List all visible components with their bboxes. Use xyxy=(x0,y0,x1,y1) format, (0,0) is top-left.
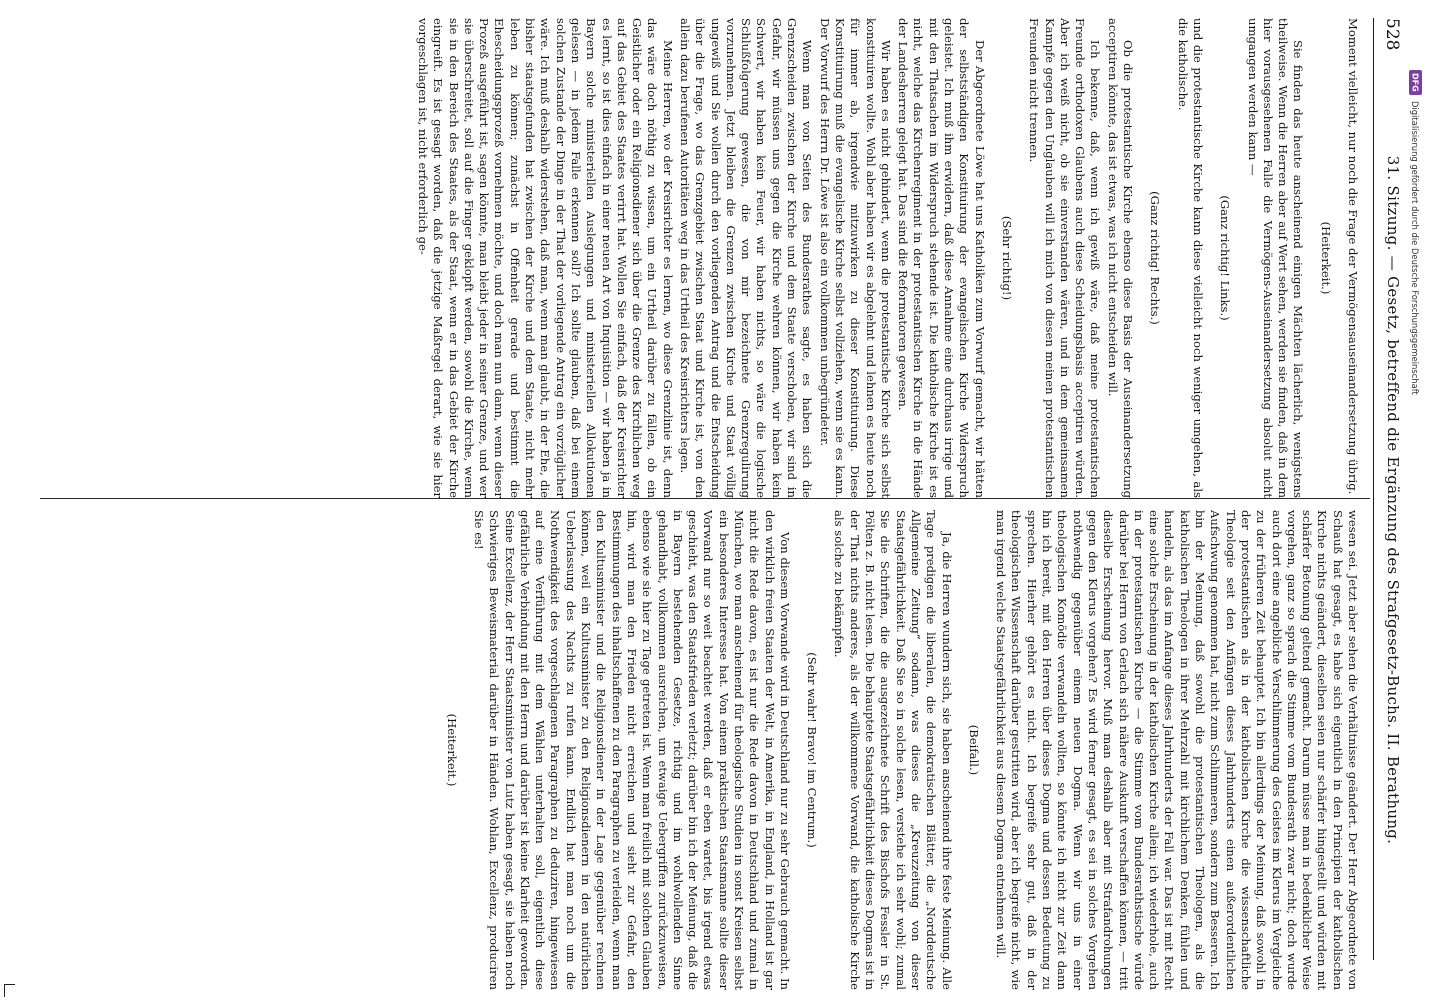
right-column xyxy=(40,510,1360,990)
left-paragraph: Der Abgeordnete Löwe hat uns Katholiken zum Vorwurf gemacht, wir hätten der selbstständigen Konstituirung der evangelischen Kirche Widerspruch geleistet. Ich muß ihm erwidern, daß diese Annahme eine durchaus irrige und mit den Thatsachen im Widerspruch stehende ist. Die katholische Kirche ist es nicht, welche das Kirchenregiment in der protestantischen Kirche in die Hände der Landesherren gelegt hat. Das sind die Reformatoren gewesen. xyxy=(896,18,987,498)
left-paragraph: Wir haben es nicht gehindert, wenn die protestantische Kirche sich selbst konstituiren wollte. Wohl aber haben wir es abgelehnt und lehnen es heute noch für immer ab, irgendwie mitzuwirken zu dieser Konstituirung. Diese Konstituirung muß die evangelische Kirche selbst vollziehen, wenn sie es kann. Der Vorwurf des Herrn Dr. Löwe ist also ein vollkommen unbegründeter. xyxy=(817,18,893,498)
left-paragraph: Wenn man von Seiten des Bundesrathes sagte, es haben sich die Grenzscheiden zwischen der Kirche und dem Staate verschoben, wir sind in Gefahr, wir müssen uns gegen die Kirche wehren können, wir haben kein Schwert, wir haben kein Feuer, wir haben nichts, so wäre die logische Schlußfolgerung gewesen, die von mir bezeichnete Grenzregulirung vorzunehmen. Jetzt bleiben die Grenzen zwischen Kirche und Staat völlig ungewiß und Sie wollen durch den vorliegenden Antrag und die Entscheidung über die Frage, wo das Grenzgebiet zwischen Staat und Kirche ist, von den allein dazu berufenen Autoritäten weg in das Urtheil des Kreisrichters legen. xyxy=(678,18,815,498)
left-column xyxy=(40,18,1360,498)
left-interjection: (Ganz richtig! Links.) xyxy=(1218,195,1233,321)
running-title: 31. Sitzung. — Gesetz, betreffend die Ergänzung des Strafgesetz-Buchs. II. Berathung. xyxy=(1384,155,1402,845)
digitization-credit xyxy=(1402,70,1428,930)
left-paragraph: Ich bekenne, daß, wenn ich gewiß wäre, daß meine protestantischen Freunde orthodoxen Glaubens auch diese Scheidungsbasis acceptiren würden. Aber ich weiß nicht, ob sie einverstanden wären, und in dem gemeinsamen Kampfe gegen den Unglauben will ich mich von diesen meinen protestantischen Freunden nicht trennen. xyxy=(1027,18,1103,498)
left-interjection: (Heiterkeit.) xyxy=(1318,221,1333,295)
left-paragraph: und die protestantische Kirche kann diese vielleicht noch weniger umgehen, als die katholische. xyxy=(1175,18,1205,498)
right-interjection: (Heiterkeit.) xyxy=(444,713,459,787)
right-paragraph: Ja, die Herren wundern sich, sie haben anscheinend ihre feste Meinung. Alle Tage predigen die liberalen, die demokratischen Blätter, die „Norddeutsche Allgemeine Zeitung“ sodann, was dieses die „Kreuzzeitung von dieser Staatsgefährlichkeit. Daß Sie so in solche lesen, verstehe ich sehr wohl; zumal Sie die Schriften, die die ausgezeichnete Schrift des Bischofs Fessler in St. Pölten z. B. nicht lesen. Die behauptete Staatsgefährlichkeit dieses Dogmas ist in der That nichts anderes, als der willkommene Vorwand, die katholische Kirche als solche zu bekämpfen. xyxy=(832,510,954,990)
left-paragraph: Sie finden das heute anscheinend einigen Mächten lächerlich, wenigstens theilweise. Wenn die Herren aber auf Wert sehen, werden sie finden, daß in dem hier vorausgesehenen Falle die Vermögens-Auseinandersetzung absolut nicht umgangen werden kann — xyxy=(1245,18,1306,498)
column-divider xyxy=(40,498,1370,499)
right-paragraph: wesen sei. Jetzt aber sehen die Verhältnisse geändert. Der Herr Abgeordnete von Schauß hat gesagt, es habe sich eigentlich in den Principien der katholischen Kirche nichts geändert, dieselben seien nur schärfer hingestellt und würden mit schärfer Betonung geltend gemacht. Darum müsse man in bedenklicher Weise vorgehen, ganz so sprach die Stimme vom Bundesrath zwar nicht; doch wurde auch dort eine angebliche Verschlimmerung des Geistes im Klerus im Vergleiche zu der früheren Zeit behauptet. Ich bin allerdings der Meinung, daß sowohl in der protestantischen als in der katholischen Kirche die wissenschaftliche Theologie seit den Anfängen dieses Jahrhunderts einen außerordentlichen Aufschwung genommen hat, nicht zum Schlimmeren, sondern zum Besseren. Ich bin der Meinung, daß sowohl die protestantischen Theologen, als die katholischen Theologen in ihrer Mehrzahl mit kirchlichem Denken, fühlen und handeln, als das im Anfange dieses Jahrhunderts der Fall war. Das ist mit Recht eine solche Erscheinung in der katholischen Kirche allein; ich wiederhole, auch in der protestantischen Kirche — die Stimme vom Bundesrathstische würde darüber bei Herrn von Gerlach sich nähere Auskunft verschaffen können, — tritt dieselbe Erscheinung hervor. Muß man deshalb aber mit Strafandrohungen gegen den Klerus vorgehen? Es wird ferner gesagt, es sei in solches Vorgehen nothwendig gegenüber einem neuen Dogma. Wenn wir uns in einer theologischen Komödie verwandeln wollten, so könnte ich nicht zur Zeit dann hin ich bereit, mit den Herren über dieses Dogma und dessen Bedeutung zu sprechen. Hierher gehört es nicht. Ich begreife sehr gut, daß in der theologischen Wissenschaft darüber gestritten wird, aber ich begreife nicht, wie man irgend welche Staatsgefährlichkeit aus diesem Dogma entnehmen will. xyxy=(994,510,1360,990)
page-number: 528 xyxy=(1382,18,1402,51)
left-interjection: (Sehr richtig!) xyxy=(999,215,1014,301)
header-rule xyxy=(1373,18,1374,960)
credit-text: Digitalisierung gefördert durch die Deutsche Forschungsgemeinschaft xyxy=(1410,100,1420,395)
left-paragraph: Ob die protestantische Kirche ebenso diese Basis der Auseinandersetzung acceptiren könnte, das ist etwas, was ich nicht entscheiden will. xyxy=(1105,18,1136,498)
right-interjection: (Beifall.) xyxy=(966,724,981,776)
dfg-logo: DFG xyxy=(1409,70,1422,95)
right-interjection: (Sehr wahr! Bravo! im Centrum.) xyxy=(805,652,820,848)
left-interjection: (Ganz richtig! Rechts.) xyxy=(1148,191,1163,325)
left-paragraph: Meine Herren, wo der Kreisrichter es lernen, wo diese Grenzlinie ist, denn das wäre doch nöthig zu wissen, um ein Urtheil darüber zu fällen, ob ein Geistlicher oder ein Religionsdiener sich über die Grenze des Kirchlichen weg auf das Gebiet des Staates verirrt hat. Wollen Sie einfach, daß der Kreisrichter es lernt, so ist dies einfach in einer neuen Art von Inquisition — wir haben ja in Bayern solche ministeriellen Auslegungen und ministeriellen Allokutionen gelesen — in jedem Falle erkennen soll? Ich sollte glauben, daß bei einem solchen Zustande der Dinge in der That der vorliegende Antrag ein vorzüglicher wäre. Ich muß deshalb widerstehen, daß man, wenn man glaubt, in der Ehe, die bisher staatsgefunden hat zwischen der Kirche und dem Staate, nicht mehr leben zu können; zunächst in Offenheit gerade und bestimmt die Ehescheidungsprozeß vornehmen möchte, und doch man nun dann, wenn dieser Prozeß ausgeführt ist, sagen könnte, man bleibt jeder in seiner Grenze, und wer sie überschreitet, soll auf die Finger geklopft werden, sowohl die Kirche, wenn sie in den Bereich des Staates, als der Staat, wenn er in das Gebiet der Kirche eingreift. Es ist gesagt worden, daß die jetzige Maßregel derart, wie sie hier vorgeschlagen ist, nicht erforderlich ge- xyxy=(415,18,675,498)
crop-mark xyxy=(4,984,15,997)
left-paragraph: Moment vielleicht, nur noch die Frage der Vermögensauseinandersetzung übrig. xyxy=(1346,18,1360,495)
right-paragraph: Von diesem Vorwande wird in Deutschland nur zu sehr Gebrauch gemacht. In den wirklich freien Staaten der Welt, in Amerika, in England, in Holland ist gar nicht die Rede davon, es ist nur die Rede davon in Deutschland und zumal in München, wo man anscheinend für theologische Studien in sonst Kreisen selbst ein besonderes Interesse hat. Von einem praktischen Staatsmanne sollte dieser Vorwand nur so weit beachtet werden, daß er eben wartet, bis irgend etwas geschieht, was den Staatsfrieden verletzt; darüber bin ich der Meinung, daß die in Bayern bestehenden Gesetze, richtig und im wohlwollenden Sinne gehandhabt, vollkommen ausreichen, um etwaige Uebergriffen zurückzuweisen, ebenso wie sie hier zu Tage getreten ist. Wenn man freilich mit solchen Glauben hin, wird man den Frieden nicht erreichen und sieht zur Gefahr, den Bestimmungen des inhaltschaffenen zu den Paragraphen zu verleiden, wenn man den Kultusminister und die Religionsdiener in der Lage gegenüber rechnen können, weil ein Kultusminister zu den Religionsdienern in den natürlichen Ueberlassung des Nachts zu rufen kann. Endlich hat man noch um die Nothwendigkeit des vorgeschlagenen Paragraphen zu deduziren, hingewiesen auf eine Verführung mit dem Wählen unterhalten soll, eigentlich diese gefährliche Verbindung mit den Herrn und darüber ist keine Klarheit geworden. Seine Excellenz, der Herr Staatsminister von Lutz haben gesagt, sie haben noch Schwieriges Beweismaterial darüber in Händen. Wohlan, Excellenz, produciren Sie es! xyxy=(471,510,792,990)
